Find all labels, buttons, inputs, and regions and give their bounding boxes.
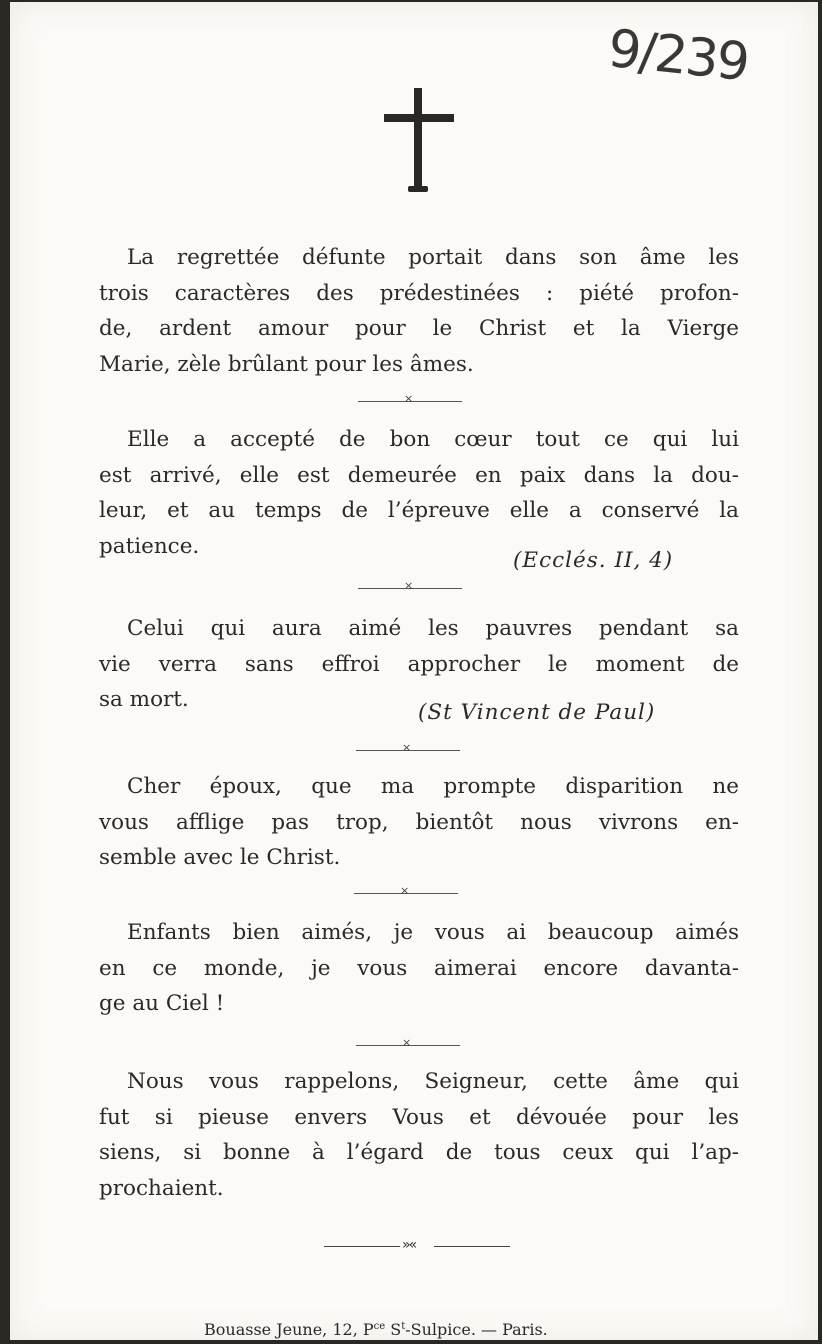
- paragraph-line: vie verra sans effroi approcher le moment de: [99, 651, 739, 677]
- paragraph-line: Nous vous rappelons, Seigneur, cette âme qui: [127, 1069, 739, 1094]
- paragraph-6: [99, 1064, 739, 1206]
- paragraph-line: vous afflige pas trop, bientôt nous vivrons en-: [99, 809, 739, 835]
- printer-imprint: Bouasse Jeune, 12, $P^{ce}$ $S^t$-Sulpice. — Paris.: [204, 1320, 548, 1339]
- citation-eccles: (Ecclés. II, 4): [513, 548, 674, 573]
- paragraph-line: de, ardent amour pour le Christ et la Vierge: [99, 316, 739, 341]
- citation-vincent-de-paul: (St Vincent de Paul): [418, 700, 656, 725]
- cross-icon: [382, 88, 456, 194]
- paragraph-2: [99, 422, 739, 564]
- paragraph-line: Celui qui aura aimé les pauvres pendant sa: [127, 616, 739, 641]
- separator: ×: [356, 745, 460, 755]
- paragraph-line: ge au Ciel !: [99, 991, 225, 1016]
- paragraph-line: en ce monde, je vous aimerai encore davanta-: [99, 955, 739, 981]
- handwritten-archive-number: 9/239: [605, 18, 751, 94]
- paragraph-5: [99, 915, 739, 1022]
- paragraph-4: [99, 769, 739, 876]
- paragraph-line: siens, si bonne à l’égard de tous ceux qui l’ap-: [99, 1140, 739, 1165]
- paragraph-line: trois caractères des prédestinées : piété profon-: [99, 280, 739, 306]
- paragraph-line: leur, et au temps de l’épreuve elle a conservé la: [99, 498, 739, 523]
- paragraph-line: Elle a accepté de bon cœur tout ce qui lui: [127, 427, 739, 452]
- closing-ornament: »«: [324, 1240, 510, 1254]
- paragraph-line: Cher époux, que ma prompte disparition ne: [127, 774, 739, 799]
- paragraph-line: fut si pieuse envers Vous et dévouée pour les: [99, 1104, 739, 1130]
- separator: ×: [358, 396, 462, 406]
- paragraph-line: Enfants bien aimés, je vous ai beaucoup aimés: [127, 920, 739, 945]
- separator: ×: [358, 583, 462, 593]
- paragraph-line: est arrivé, elle est demeurée en paix dans la dou-: [99, 462, 739, 488]
- separator: ×: [356, 1040, 460, 1050]
- memorial-card: [10, 2, 818, 1340]
- paragraph-line: La regrettée défunte portait dans son âme les: [127, 245, 739, 270]
- paragraph-line: semble avec le Christ.: [99, 845, 341, 870]
- paragraph-line: Marie, zèle brûlant pour les âmes.: [99, 351, 474, 377]
- paragraph-1: [99, 240, 739, 382]
- separator: ×: [354, 888, 458, 898]
- paragraph-line: patience.: [99, 533, 200, 559]
- paragraph-line: prochaient.: [99, 1175, 224, 1201]
- paragraph-line: sa mort.: [99, 687, 189, 712]
